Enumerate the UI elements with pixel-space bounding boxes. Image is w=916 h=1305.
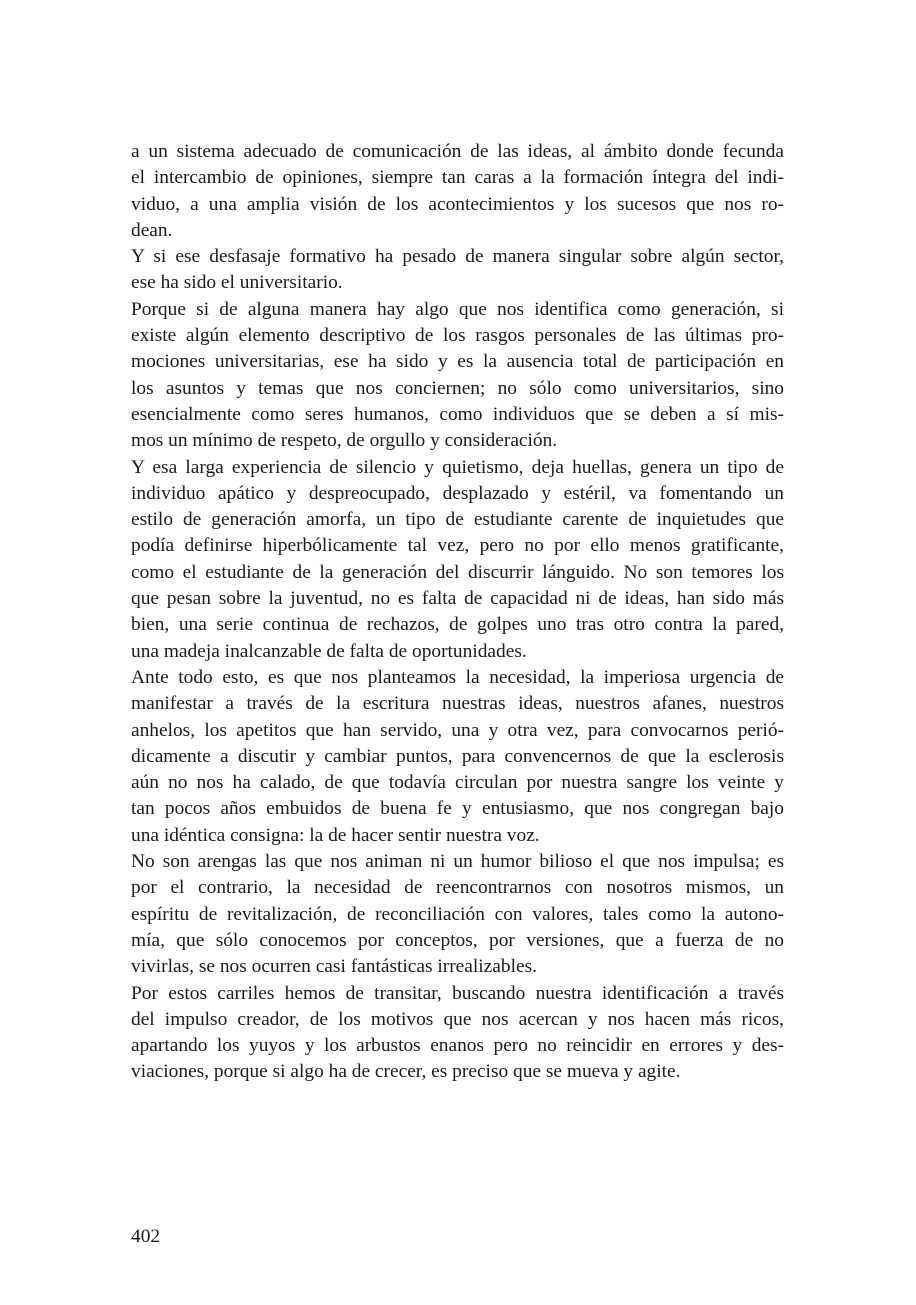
text-line: esencialmente como seres humanos, como individuos que se deben a sí mis-: [131, 403, 784, 425]
text-line: espíritu de revitalización, de reconciliación con valores, tales como la autono-: [131, 903, 784, 925]
text-line: mía, que sólo conocemos por conceptos, por versiones, que a fuerza de no: [131, 929, 784, 951]
text-line: los asuntos y temas que nos conciernen; no sólo como universitarios, sino: [131, 377, 784, 399]
text-line: vivirlas, se nos ocurren casi fantásticas irrealizables.: [131, 956, 537, 978]
text-line: ese ha sido el universitario.: [131, 272, 343, 294]
text-line: tan pocos años embuidos de buena fe y entusiasmo, que nos congregan bajo: [131, 798, 784, 820]
text-line: que pesan sobre la juventud, no es falta de capacidad ni de ideas, han sido más: [131, 588, 784, 610]
paragraph: [131, 981, 784, 1086]
text-line: Y si ese desfasaje formativo ha pesado de manera singular sobre algún sector,: [131, 246, 784, 268]
text-line: del impulso creador, de los motivos que nos acercan y nos hacen más ricos,: [131, 1008, 784, 1030]
text-line: Porque si de alguna manera hay algo que nos identifica como generación, si: [131, 298, 784, 320]
text-line: dean.: [131, 219, 173, 241]
text-line: Por estos carriles hemos de transitar, buscando nuestra identificación a través: [131, 982, 784, 1004]
text-line: individuo apático y despreocupado, desplazado y estéril, va fomentando un: [131, 482, 784, 504]
text-line: estilo de generación amorfa, un tipo de estudiante carente de inquietudes que: [131, 509, 784, 531]
text-line: como el estudiante de la generación del discurrir lánguido. No son temores los: [131, 561, 784, 583]
text-line: aún no nos ha calado, de que todavía circulan por nuestra sangre los veinte y: [131, 772, 784, 794]
page-number: 402: [131, 1226, 161, 1247]
text-line: No son arengas las que nos animan ni un humor bilioso el que nos impulsa; es: [131, 851, 784, 873]
paragraph: [131, 665, 784, 849]
paragraph: [131, 244, 784, 297]
text-line: podía definirse hiperbólicamente tal vez, pero no por ello menos gratificante,: [131, 535, 784, 557]
text-line: Y esa larga experiencia de silencio y quietismo, deja huellas, genera un tipo de: [131, 456, 784, 478]
paragraph: [131, 297, 784, 455]
text-line: dicamente a discutir y cambiar puntos, para convencernos de que la esclerosis: [131, 745, 784, 767]
paragraph: [131, 139, 784, 244]
text-line: mociones universitarias, ese ha sido y es la ausencia total de participación en: [131, 351, 784, 373]
paragraph: [131, 455, 784, 665]
text-line: anhelos, los apetitos que han servido, una y otra vez, para convocarnos perió-: [131, 719, 784, 741]
text-line: viaciones, porque si algo ha de crecer, es preciso que se mueva y agite.: [131, 1061, 681, 1083]
text-line: existe algún elemento descriptivo de los rasgos personales de las últimas pro-: [131, 325, 784, 347]
body-text: [131, 139, 784, 1086]
text-line: Ante todo esto, es que nos planteamos la necesidad, la imperiosa urgencia de: [131, 666, 784, 688]
text-line: bien, una serie continua de rechazos, de golpes uno tras otro contra la pared,: [131, 614, 784, 636]
text-line: mos un mínimo de respeto, de orgullo y consideración.: [131, 430, 558, 452]
paragraph: [131, 849, 784, 980]
text-line: manifestar a través de la escritura nuestras ideas, nuestros afanes, nuestros: [131, 693, 784, 715]
text-line: a un sistema adecuado de comunicación de las ideas, al ámbito donde fecunda: [131, 141, 784, 162]
text-line: el intercambio de opiniones, siempre tan caras a la formación íntegra del indi-: [131, 167, 784, 189]
text-line: por el contrario, la necesidad de reencontrarnos con nosotros mismos, un: [131, 877, 784, 899]
text-line: una madeja inalcanzable de falta de oportunidades.: [131, 640, 527, 662]
text-line: viduo, a una amplia visión de los acontecimientos y los sucesos que nos ro-: [131, 193, 784, 215]
text-line: una idéntica consigna: la de hacer sentir nuestra voz.: [131, 824, 540, 846]
text-line: apartando los yuyos y los arbustos enanos pero no reincidir en errores y des-: [131, 1035, 784, 1057]
